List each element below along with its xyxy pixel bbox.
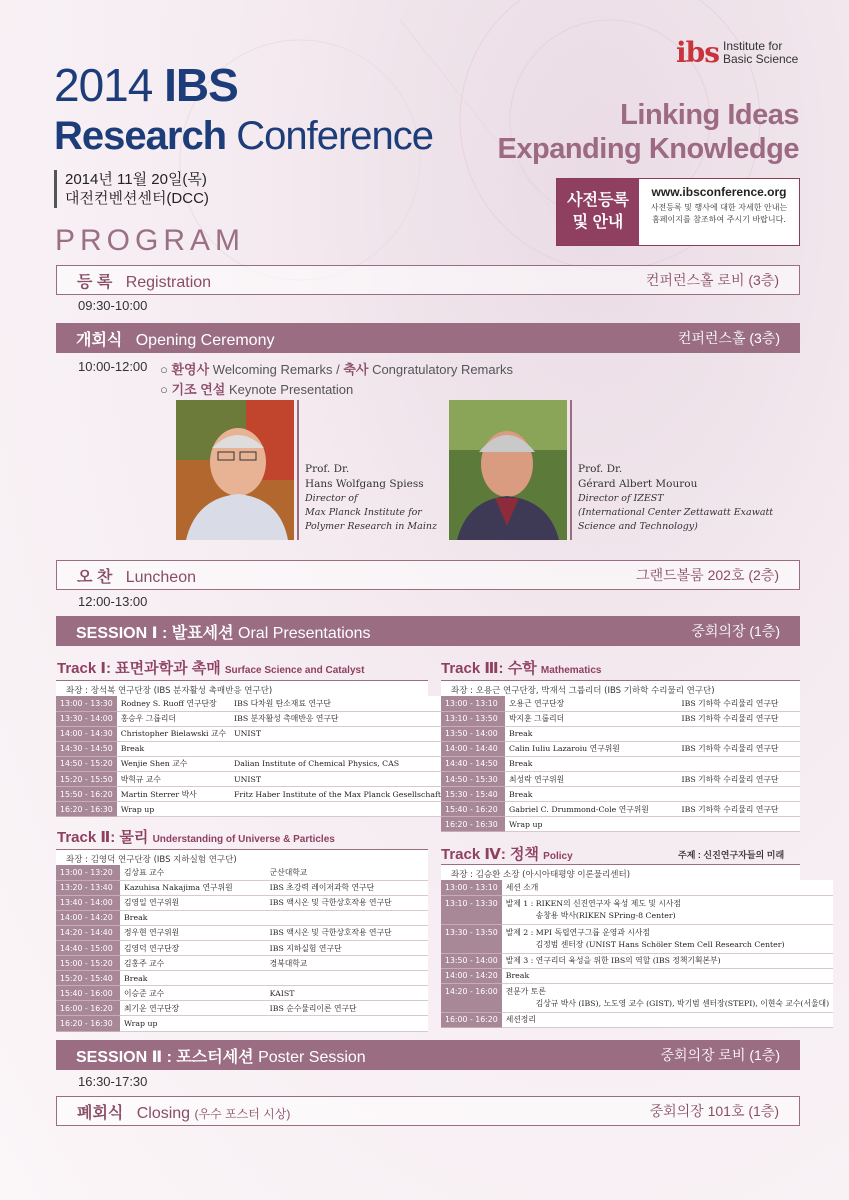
schedule-affiliation: IBS 초강력 레이저과학 연구단 bbox=[266, 880, 428, 895]
opening-place: 컨퍼런스홀 (3층) bbox=[677, 330, 780, 346]
schedule-time: 13:10 - 13:50 bbox=[441, 711, 505, 726]
schedule-speaker: Break bbox=[505, 726, 678, 741]
luncheon-place: 그랜드볼룸 202호 (2층) bbox=[636, 567, 779, 583]
schedule-affiliation: Fritz Haber Institute of the Max Planck Gesellschaft bbox=[230, 787, 445, 802]
session1-en: Oral Presentations bbox=[238, 624, 371, 642]
logo-line1: Institute for bbox=[722, 38, 783, 53]
schedule-speaker: 정우현 연구위원 bbox=[120, 925, 266, 940]
speaker1-divider bbox=[297, 400, 299, 540]
track4-row bbox=[441, 924, 833, 953]
ibs-logo bbox=[676, 36, 798, 69]
schedule-item: 발제 2 : MPI 독립연구그룹 운영과 시사점 김정범 센터장 (UNIST Hans Schöler Stem Cell Research Center) bbox=[502, 924, 833, 953]
track2-row bbox=[56, 971, 428, 986]
track1-row bbox=[56, 771, 445, 786]
schedule-affiliation: UNIST bbox=[230, 726, 445, 741]
track2-row bbox=[56, 940, 428, 955]
schedule-speaker: Christopher Bielawski 교수 bbox=[117, 726, 230, 741]
schedule-time: 14:40 - 14:50 bbox=[441, 756, 505, 771]
track3-row bbox=[441, 756, 800, 771]
schedule-affiliation: Dalian Institute of Chemical Physics, CAS bbox=[230, 756, 445, 771]
schedule-affiliation bbox=[266, 1016, 428, 1031]
schedule-affiliation: IBS 기하학 수리물리 연구단 bbox=[678, 711, 800, 726]
schedule-speaker: Wrap up bbox=[117, 802, 230, 817]
schedule-speaker: Wrap up bbox=[505, 817, 678, 832]
schedule-time: 14:20 - 16:00 bbox=[441, 983, 502, 1012]
session2-bar bbox=[56, 1040, 800, 1070]
schedule-time: 13:50 - 14:00 bbox=[441, 726, 505, 741]
schedule-speaker: 최성락 연구위원 bbox=[505, 771, 678, 786]
opening-time: 10:00-12:00 bbox=[78, 359, 148, 374]
schedule-speaker: Break bbox=[117, 741, 230, 756]
track1-heading: Track Ⅰ: 표면과학과 촉매 Surface Science and Catalyst bbox=[57, 660, 365, 677]
registration-place: 컨퍼런스홀 로비 (3층) bbox=[645, 272, 779, 288]
speaker1-photo bbox=[176, 400, 294, 540]
ibs-text: IBS bbox=[164, 59, 238, 111]
schedule-time: 13:20 - 13:40 bbox=[56, 880, 120, 895]
luncheon-time: 12:00-13:00 bbox=[78, 594, 148, 609]
track1-chair: 좌장 : 장석복 연구단장 (IBS 분자활성 촉매반응 연구단) bbox=[56, 680, 428, 700]
schedule-time: 14:00 - 14:20 bbox=[56, 910, 120, 925]
closing-note: (우수 포스터 시상) bbox=[194, 1106, 291, 1121]
schedule-time: 14:20 - 14:40 bbox=[56, 925, 120, 940]
schedule-affiliation: UNIST bbox=[230, 771, 445, 786]
track2-row bbox=[56, 880, 428, 895]
tagline-line2: Expanding Knowledge bbox=[497, 133, 799, 165]
track4-row bbox=[441, 895, 833, 924]
speaker1-title: Prof. Dr. bbox=[305, 463, 350, 475]
title-research-conference bbox=[54, 114, 433, 159]
track3-row bbox=[441, 696, 800, 711]
year-text: 2014 bbox=[54, 59, 153, 111]
speaker2-photo bbox=[449, 400, 567, 540]
schedule-time: 16:20 - 16:30 bbox=[56, 1016, 120, 1031]
logo-line2: Basic Science bbox=[722, 51, 799, 66]
schedule-affiliation bbox=[678, 756, 800, 771]
track3-row bbox=[441, 802, 800, 817]
schedule-speaker: Break bbox=[505, 756, 678, 771]
session2-en: Poster Session bbox=[258, 1048, 366, 1066]
schedule-affiliation: IBS 기하학 수리물리 연구단 bbox=[678, 696, 800, 711]
conference-text: Conference bbox=[236, 114, 434, 158]
event-venue: 대전컨벤션센터(DCC) bbox=[65, 190, 209, 207]
program-heading: PROGRAM bbox=[55, 224, 246, 257]
track2-row bbox=[56, 1001, 428, 1016]
track3-chair: 좌장 : 오용근 연구단장, 박재석 그룹리더 (IBS 기하학 수리물리 연구단) bbox=[441, 680, 800, 700]
track2-row bbox=[56, 865, 428, 880]
schedule-speaker: 이승준 교수 bbox=[120, 986, 266, 1001]
track4-row bbox=[441, 968, 833, 983]
schedule-time: 14:30 - 14:50 bbox=[56, 741, 117, 756]
registration-ko: 등 록 bbox=[77, 273, 113, 291]
schedule-time: 15:20 - 15:40 bbox=[56, 971, 120, 986]
schedule-time: 13:50 - 14:00 bbox=[441, 953, 502, 968]
schedule-affiliation: IBS 기하학 수리물리 연구단 bbox=[678, 741, 800, 756]
schedule-speaker: Martin Sterrer 박사 bbox=[117, 787, 230, 802]
track3-row bbox=[441, 787, 800, 802]
schedule-time: 13:00 - 13:10 bbox=[441, 880, 502, 895]
schedule-speaker: 박혁규 교수 bbox=[117, 771, 230, 786]
registration-bar bbox=[56, 265, 800, 295]
schedule-affiliation bbox=[230, 802, 445, 817]
luncheon-ko: 오 찬 bbox=[77, 568, 113, 586]
registration-note: 사전등록 및 행사에 대한 자세한 안내는 홈페이지를 참조하여 주시기 바랍니다. bbox=[650, 203, 788, 224]
tagline-line1: Linking Ideas bbox=[620, 99, 799, 131]
schedule-time: 14:00 - 14:30 bbox=[56, 726, 117, 741]
closing-ko: 폐회식 bbox=[77, 1104, 124, 1122]
schedule-speaker: 김영덕 연구단장 bbox=[120, 940, 266, 955]
schedule-affiliation bbox=[266, 910, 428, 925]
track2-row bbox=[56, 956, 428, 971]
track3-table bbox=[441, 696, 800, 832]
registration-info-label: 사전등록 및 안내 bbox=[557, 179, 639, 245]
opening-ko: 개회식 bbox=[76, 331, 123, 349]
track1-row bbox=[56, 802, 445, 817]
schedule-time: 13:00 - 13:10 bbox=[441, 696, 505, 711]
tagline bbox=[498, 98, 799, 166]
schedule-speaker: Break bbox=[120, 910, 266, 925]
schedule-time: 14:00 - 14:20 bbox=[441, 968, 502, 983]
track1-row bbox=[56, 756, 445, 771]
session1-bar bbox=[56, 616, 800, 646]
track1-row bbox=[56, 787, 445, 802]
session2-time: 16:30-17:30 bbox=[78, 1074, 148, 1089]
track2-row bbox=[56, 1016, 428, 1031]
schedule-affiliation: IBS 액시온 및 극한상호작용 연구단 bbox=[266, 895, 428, 910]
schedule-time: 13:00 - 13:20 bbox=[56, 865, 120, 880]
schedule-time: 15:50 - 16:20 bbox=[56, 787, 117, 802]
speaker1-info: Prof. Dr. Hans Wolfgang Spiess Director of Max Planck Institute for Polymer Research in Mainz bbox=[305, 463, 437, 532]
registration-time: 09:30-10:00 bbox=[78, 298, 148, 313]
schedule-speaker: Wrap up bbox=[120, 1016, 266, 1031]
schedule-speaker: 오용근 연구단장 bbox=[505, 696, 678, 711]
track3-row bbox=[441, 741, 800, 756]
schedule-time: 15:40 - 16:00 bbox=[56, 986, 120, 1001]
closing-en: Closing bbox=[136, 1104, 191, 1122]
speaker2-info: Prof. Dr. Gérard Albert Mourou Director of IZEST (International Center Zettawatt Exawatt Science and Technology) bbox=[578, 463, 774, 532]
speaker1-name: Hans Wolfgang Spiess bbox=[305, 478, 424, 490]
schedule-time: 16:00 - 16:20 bbox=[56, 1001, 120, 1016]
schedule-time: 13:10 - 13:30 bbox=[441, 895, 502, 924]
date-venue bbox=[54, 170, 209, 208]
conference-url-link[interactable]: www.ibsconference.org bbox=[651, 185, 787, 199]
schedule-affiliation: IBS 기하학 수리물리 연구단 bbox=[678, 802, 800, 817]
research-text: Research bbox=[54, 114, 227, 158]
schedule-item: 전문가 토론 김상규 박사 (IBS), 노도영 교수 (GIST), 박기범 센터장(STEPI), 이현숙 교수(서울대) bbox=[502, 983, 833, 1012]
schedule-speaker: Wenjie Shen 교수 bbox=[117, 756, 230, 771]
track3-row bbox=[441, 726, 800, 741]
track4-chair: 좌장 : 김승환 소장 (아시아태평양 이론물리센터) bbox=[441, 864, 800, 884]
track1-row bbox=[56, 696, 445, 711]
schedule-time: 16:20 - 16:30 bbox=[56, 802, 117, 817]
track2-row bbox=[56, 986, 428, 1001]
track3-heading: Track Ⅲ: 수학 Mathematics bbox=[441, 660, 602, 677]
schedule-time: 15:00 - 15:20 bbox=[56, 956, 120, 971]
schedule-time: 14:50 - 15:30 bbox=[441, 771, 505, 786]
opening-bar bbox=[56, 323, 800, 353]
event-date: 2014년 11월 20일(목) bbox=[65, 171, 207, 188]
track4-table bbox=[441, 880, 833, 1028]
schedule-speaker: 김상표 교수 bbox=[120, 865, 266, 880]
track2-chair: 좌장 : 김영덕 연구단장 (IBS 지하실험 연구단) bbox=[56, 849, 428, 869]
schedule-time: 14:50 - 15:20 bbox=[56, 756, 117, 771]
opening-en: Opening Ceremony bbox=[135, 331, 275, 349]
session1-ko: SESSION Ⅰ : 발표세션 bbox=[76, 624, 234, 642]
track3-row bbox=[441, 817, 800, 832]
schedule-item: 발제 3 : 연구리더 육성을 위한 IBS의 역할 (IBS 정책기획본부) bbox=[502, 953, 833, 968]
registration-en: Registration bbox=[125, 273, 212, 291]
schedule-affiliation bbox=[230, 741, 445, 756]
schedule-speaker: Calin Iuliu Lazaroiu 연구위원 bbox=[505, 741, 678, 756]
speaker2-name: Gérard Albert Mourou bbox=[578, 478, 698, 490]
track2-table bbox=[56, 865, 428, 1032]
schedule-item: 세션정리 bbox=[502, 1012, 833, 1027]
schedule-affiliation bbox=[266, 971, 428, 986]
opening-item-2: ○ 기조 연설 Keynote Presentation bbox=[160, 382, 354, 397]
schedule-time: 14:40 - 15:00 bbox=[56, 940, 120, 955]
track2-row bbox=[56, 910, 428, 925]
schedule-time: 16:00 - 16:20 bbox=[441, 1012, 502, 1027]
schedule-time: 15:30 - 15:40 bbox=[441, 787, 505, 802]
title-year-ibs bbox=[54, 58, 238, 112]
schedule-affiliation: IBS 분자활성 촉매반응 연구단 bbox=[230, 711, 445, 726]
luncheon-bar bbox=[56, 560, 800, 590]
track1-table bbox=[56, 696, 445, 817]
speaker2-title: Prof. Dr. bbox=[578, 463, 623, 475]
schedule-speaker: Rodney S. Ruoff 연구단장 bbox=[117, 696, 230, 711]
track4-row bbox=[441, 953, 833, 968]
schedule-time: 14:00 - 14:40 bbox=[441, 741, 505, 756]
schedule-affiliation: KAIST bbox=[266, 986, 428, 1001]
schedule-speaker: 김영일 연구위원 bbox=[120, 895, 266, 910]
schedule-time: 16:20 - 16:30 bbox=[441, 817, 505, 832]
schedule-item: 발제 1 : RIKEN의 신진연구자 육성 제도 및 시사점 송창용 박사(RIKEN SPring-8 Center) bbox=[502, 895, 833, 924]
track2-row bbox=[56, 895, 428, 910]
schedule-time: 15:40 - 16:20 bbox=[441, 802, 505, 817]
schedule-speaker: Gabriel C. Drummond-Cole 연구위원 bbox=[505, 802, 678, 817]
speaker2-divider bbox=[570, 400, 572, 540]
closing-place: 중회의장 101호 (1층) bbox=[649, 1103, 779, 1119]
schedule-time: 15:20 - 15:50 bbox=[56, 771, 117, 786]
schedule-speaker: 최기운 연구단장 bbox=[120, 1001, 266, 1016]
track4-theme: 주제 : 신진연구자들의 미래 bbox=[678, 850, 785, 860]
schedule-time: 13:30 - 14:00 bbox=[56, 711, 117, 726]
track3-row bbox=[441, 771, 800, 786]
schedule-affiliation: IBS 기하학 수리물리 연구단 bbox=[678, 771, 800, 786]
schedule-speaker: Kazuhisa Nakajima 연구위원 bbox=[120, 880, 266, 895]
schedule-affiliation bbox=[678, 787, 800, 802]
track1-row bbox=[56, 741, 445, 756]
schedule-time: 13:00 - 13:30 bbox=[56, 696, 117, 711]
track3-row bbox=[441, 711, 800, 726]
track4-row bbox=[441, 880, 833, 895]
schedule-affiliation: IBS 지하실험 연구단 bbox=[266, 940, 428, 955]
schedule-speaker: 김홍주 교수 bbox=[120, 956, 266, 971]
schedule-affiliation: 군산대학교 bbox=[266, 865, 428, 880]
schedule-affiliation: 경북대학교 bbox=[266, 956, 428, 971]
schedule-time: 13:30 - 13:50 bbox=[441, 924, 502, 953]
logo-mark: ibs bbox=[676, 36, 719, 69]
track1-row bbox=[56, 726, 445, 741]
closing-bar bbox=[56, 1096, 800, 1126]
registration-info-box bbox=[556, 178, 800, 246]
schedule-affiliation bbox=[678, 817, 800, 832]
schedule-affiliation bbox=[678, 726, 800, 741]
schedule-affiliation: IBS 액시온 및 극한상호작용 연구단 bbox=[266, 925, 428, 940]
schedule-speaker: 박지훈 그룹리더 bbox=[505, 711, 678, 726]
schedule-item: 세션 소개 bbox=[502, 880, 833, 895]
session2-place: 중회의장 로비 (1층) bbox=[660, 1047, 780, 1063]
session2-ko: SESSION Ⅱ : 포스터세션 bbox=[76, 1048, 254, 1066]
track2-row bbox=[56, 925, 428, 940]
opening-item-1: ○ 환영사 Welcoming Remarks / 축사 Congratulatory Remarks bbox=[160, 362, 513, 377]
schedule-affiliation: IBS 다차원 탄소재료 연구단 bbox=[230, 696, 445, 711]
track1-row bbox=[56, 711, 445, 726]
track2-heading: Track Ⅱ: 물리 Understanding of Universe & Particles bbox=[57, 829, 335, 846]
schedule-speaker: Break bbox=[120, 971, 266, 986]
schedule-time: 13:40 - 14:00 bbox=[56, 895, 120, 910]
track4-heading: Track Ⅳ: 정책 Policy bbox=[441, 846, 573, 863]
session1-place: 중회의장 (1층) bbox=[691, 623, 780, 639]
schedule-speaker: Break bbox=[505, 787, 678, 802]
schedule-affiliation: IBS 순수물리이론 연구단 bbox=[266, 1001, 428, 1016]
schedule-speaker: 홍승우 그룹리더 bbox=[117, 711, 230, 726]
schedule-item: Break bbox=[502, 968, 833, 983]
track4-row bbox=[441, 1012, 833, 1027]
track4-row bbox=[441, 983, 833, 1012]
luncheon-en: Luncheon bbox=[125, 568, 196, 586]
